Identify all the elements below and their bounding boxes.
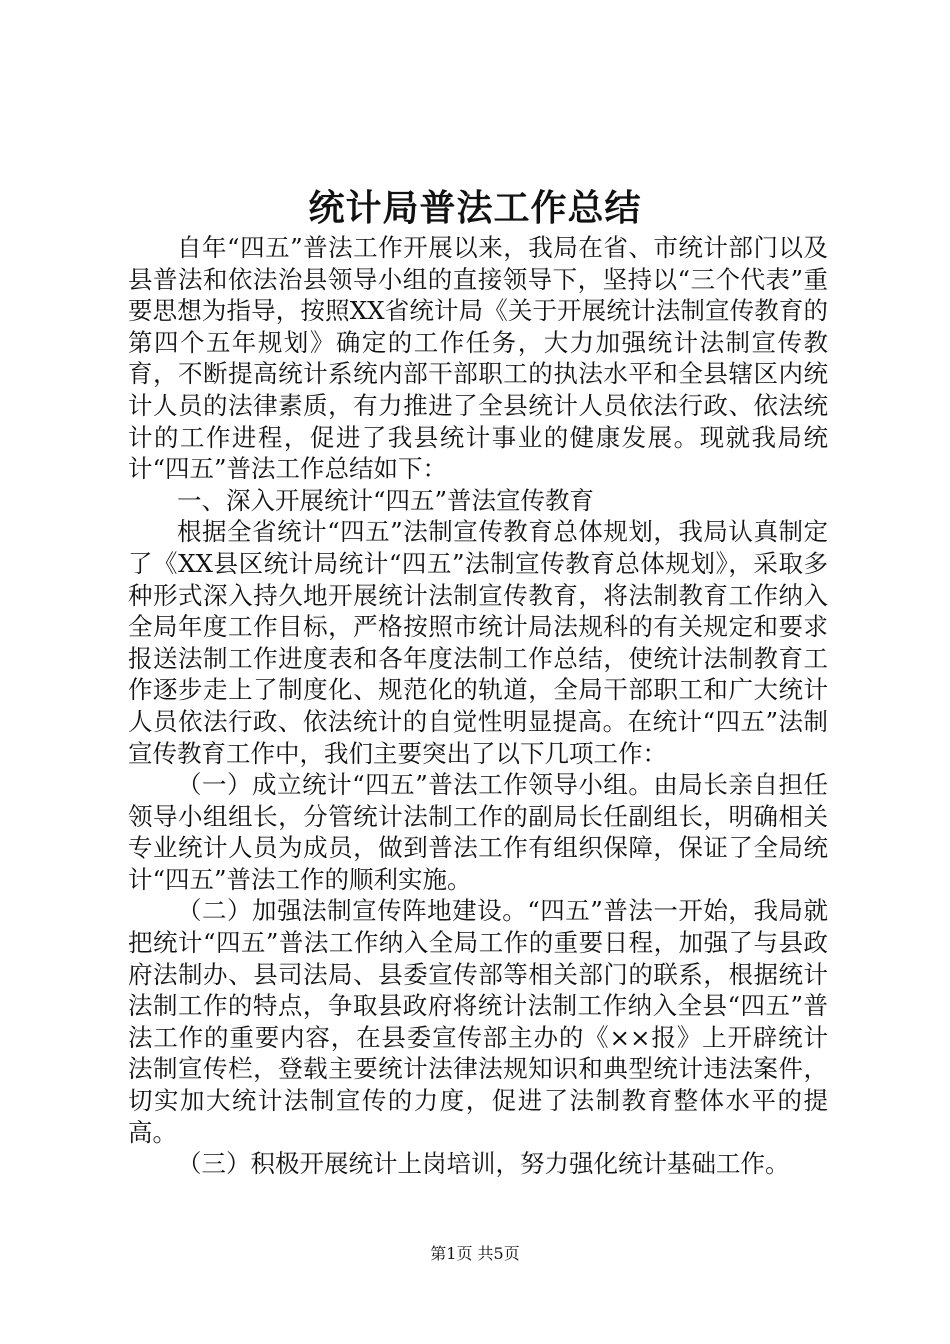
paragraph-item-1: （一）成立统计“四五”普法工作领导小组。由局长亲自担任领导小组组长，分管统计法制工作的副局长任副组长，明确相关专业统计人员为成员，做到普法工作有组织保障，保证了全局统计“四五”普法工作的顺利实施。 — [128, 770, 828, 894]
paragraph-item-3: （三）积极开展统计上岗培训，努力强化统计基础工作。 — [177, 1149, 790, 1179]
document-body — [128, 232, 828, 1180]
paragraph-section-1: 根据全省统计“四五”法制宣传教育总体规划，我局认真制定了《XX县区统计局统计“四五”法制宣传教育总体规划》，采取多种形式深入持久地开展统计法制宣传教育，将法制教育工作纳入全局年度工作目标，严格按照市统计局法规科的有关规定和要求报送法制工作进度表和各年度法制工作总结，使统计法制教育工作逐步走上了制度化、规范化的轨道，全局干部职工和广大统计人员依法行政、依法统计的自觉性明显提高。在统计“四五”法制宣传教育工作中，我们主要突出了以下几项工作： — [128, 517, 828, 768]
document-title: 统计局普法工作总结 — [308, 187, 642, 229]
paragraph-intro: 自年“四五”普法工作开展以来，我局在省、市统计部门以及县普法和依法治县领导小组的直接领导下，坚持以“三个代表”重要思想为指导，按照XX省统计局《关于开展统计法制宣传教育的第四个五年规划》确定的工作任务，大力加强统计法制宣传教育，不断提高统计系统内部干部职工的执法水平和全县辖区内统计人员的法律素质，有力推进了全县统计人员依法行政、依法统计的工作进程，促进了我县统计事业的健康发展。现就我局统计“四五”普法工作总结如下： — [128, 233, 828, 484]
page-footer: 第1页 共5页 — [430, 1244, 520, 1263]
section-heading-1: 一、深入开展统计“四五”普法宣传教育 — [177, 485, 595, 515]
paragraph-item-2: （二）加强法制宣传阵地建设。“四五”普法一开始，我局就把统计“四五”普法工作纳入全局工作的重要日程，加强了与县政府法制办、县司法局、县委宣传部等相关部门的联系，根据统计法制工作的特点，争取县政府将统计法制工作纳入全县“四五”普法工作的重要内容，在县委宣传部主办的《××报》上开辟统计法制宣传栏，登载主要统计法律法规知识和典型统计违法案件，切实加大统计法制宣传的力度，促进了法制教育整体水平的提高。 — [128, 896, 828, 1147]
